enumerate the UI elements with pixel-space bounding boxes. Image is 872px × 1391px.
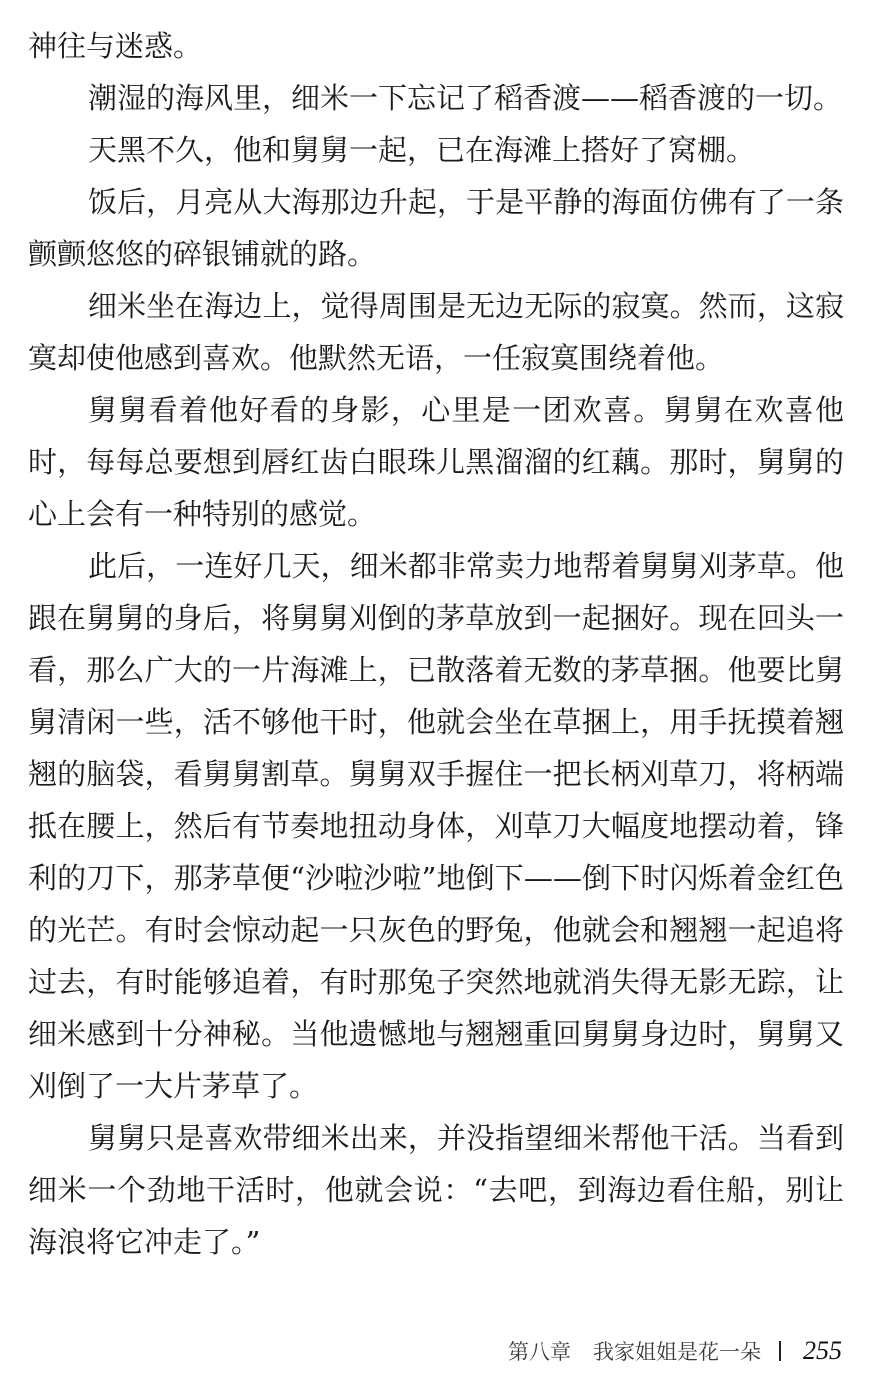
paragraph: 舅舅只是喜欢带细米出来，并没指望细米帮他干活。当看到细米一个劲地干活时，他就会说：“去吧，到海边看住船，别让海浪将它冲走了。” — [28, 1121, 844, 1259]
chapter-title: 我家姐姐是花一朵 — [593, 1340, 761, 1364]
footer-divider — [779, 1341, 781, 1361]
paragraph-continued: 神往与迷惑。 — [28, 29, 203, 63]
paragraph: 细米坐在海边上，觉得周围是无边无际的寂寞。然而，这寂寞却使他感到喜欢。他默然无语，一任寂寞围绕着他。 — [28, 289, 844, 375]
page-footer — [0, 1333, 872, 1369]
running-head — [508, 1336, 761, 1366]
page-body — [28, 20, 844, 1268]
paragraph: 饭后，月亮从大海那边升起，于是平静的海面仿佛有了一条颤颤悠悠的碎银铺就的路。 — [28, 185, 844, 271]
paragraph: 舅舅看着他好看的身影，心里是一团欢喜。舅舅在欢喜他时，每每总要想到唇红齿白眼珠儿黑溜溜的红藕。那时，舅舅的心上会有一种特别的感觉。 — [28, 393, 844, 531]
chapter-number: 第八章 — [508, 1340, 571, 1364]
paragraph: 潮湿的海风里，细米一下忘记了稻香渡——稻香渡的一切。 — [88, 81, 843, 115]
paragraph: 天黑不久，他和舅舅一起，已在海滩上搭好了窝棚。 — [88, 133, 756, 167]
paragraph: 此后，一连好几天，细米都非常卖力地帮着舅舅刈茅草。他跟在舅舅的身后，将舅舅刈倒的茅草放到一起捆好。现在回头一看，那么广大的一片海滩上，已散落着无数的茅草捆。他要比舅舅清闲一些，活不够他干时，他就会坐在草捆上，用手抚摸着翘翘的脑袋，看舅舅割草。舅舅双手握住一把长柄刈草刀，将柄端抵在腰上，然后有节奏地扭动身体，刈草刀大幅度地摆动着，锋利的刀下，那茅草便“沙啦沙啦”地倒下——倒下时闪烁着金红色的光芒。有时会惊动起一只灰色的野兔，他就会和翘翘一起追将过去，有时能够追着，有时那兔子突然地就消失得无影无踪，让细米感到十分神秘。当他遗憾地与翘翘重回舅舅身边时，舅舅又刈倒了一大片茅草了。 — [28, 549, 844, 1103]
page-number: 255 — [803, 1336, 842, 1365]
